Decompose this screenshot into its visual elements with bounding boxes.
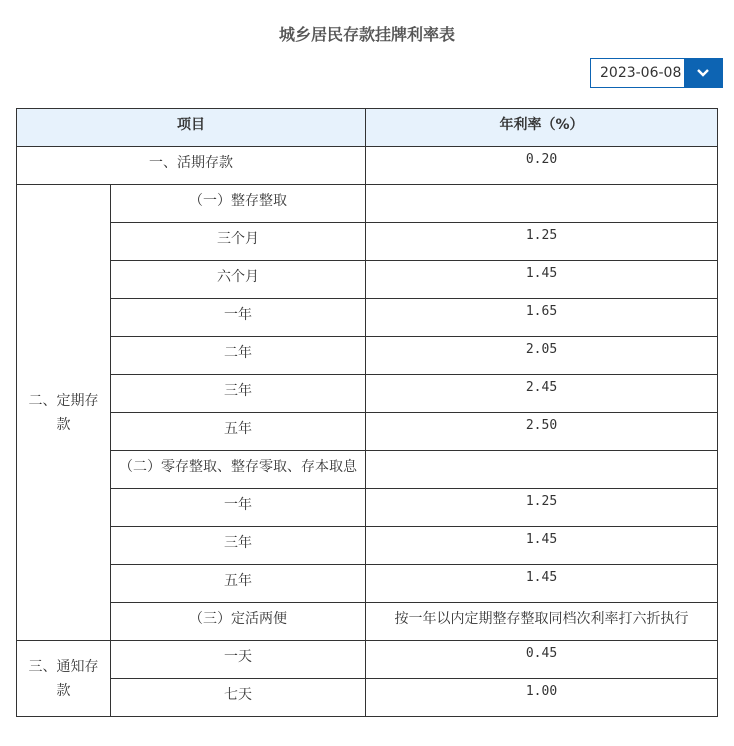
- table-row: [17, 679, 718, 717]
- date-dropdown[interactable]: [590, 58, 723, 88]
- term-cell: 三年: [111, 527, 366, 565]
- demand-rate: 0.20: [366, 147, 718, 185]
- sub1-rate-empty: [366, 185, 718, 223]
- table-row: [17, 565, 718, 603]
- rate-cell: 2.45: [366, 375, 718, 413]
- sub3-rate-note: 按一年以内定期整存整取同档次利率打六折执行: [366, 603, 718, 641]
- table-row: [17, 451, 718, 489]
- rate-cell: 1.00: [366, 679, 718, 717]
- header-item: 项目: [17, 109, 366, 147]
- rate-cell: 2.50: [366, 413, 718, 451]
- date-value: 2023-06-08: [600, 65, 682, 81]
- rate-cell: 2.05: [366, 337, 718, 375]
- term-cell: 一天: [111, 641, 366, 679]
- dropdown-toggle-button[interactable]: [684, 59, 722, 87]
- table-row: [17, 337, 718, 375]
- sub1-label: （一）整存整取: [111, 185, 366, 223]
- table-row: [17, 375, 718, 413]
- term-cell: 三年: [111, 375, 366, 413]
- notice-group-label: 三、通知存款: [17, 641, 111, 717]
- time-deposit-group-label: 二、定期存款: [17, 185, 111, 641]
- table-row: [17, 603, 718, 641]
- interest-rate-table: [16, 108, 718, 717]
- term-cell: 一年: [111, 299, 366, 337]
- header-rate: 年利率（%）: [366, 109, 718, 147]
- table-row-demand: [17, 147, 718, 185]
- term-cell: 三个月: [111, 223, 366, 261]
- rate-cell: 0.45: [366, 641, 718, 679]
- table-header-row: [17, 109, 718, 147]
- term-cell: 五年: [111, 413, 366, 451]
- term-cell: 二年: [111, 337, 366, 375]
- rate-cell: 1.65: [366, 299, 718, 337]
- demand-label: 一、活期存款: [17, 147, 366, 185]
- table-row: [17, 185, 718, 223]
- table-row: [17, 641, 718, 679]
- table-row: [17, 223, 718, 261]
- table-row: [17, 527, 718, 565]
- table-row: [17, 489, 718, 527]
- page-title: 城乡居民存款挂牌利率表: [278, 25, 455, 44]
- term-cell: 七天: [111, 679, 366, 717]
- sub3-label: （三）定活两便: [111, 603, 366, 641]
- rate-cell: 1.45: [366, 261, 718, 299]
- rate-cell: 1.45: [366, 527, 718, 565]
- rate-cell: 1.25: [366, 489, 718, 527]
- sub2-label: （二）零存整取、整存零取、存本取息: [111, 451, 366, 489]
- rate-cell: 1.45: [366, 565, 718, 603]
- rate-cell: 1.25: [366, 223, 718, 261]
- chevron-down-icon: [696, 68, 710, 78]
- table-row: [17, 413, 718, 451]
- term-cell: 六个月: [111, 261, 366, 299]
- sub2-rate-empty: [366, 451, 718, 489]
- table-row: [17, 299, 718, 337]
- term-cell: 五年: [111, 565, 366, 603]
- table-row: [17, 261, 718, 299]
- term-cell: 一年: [111, 489, 366, 527]
